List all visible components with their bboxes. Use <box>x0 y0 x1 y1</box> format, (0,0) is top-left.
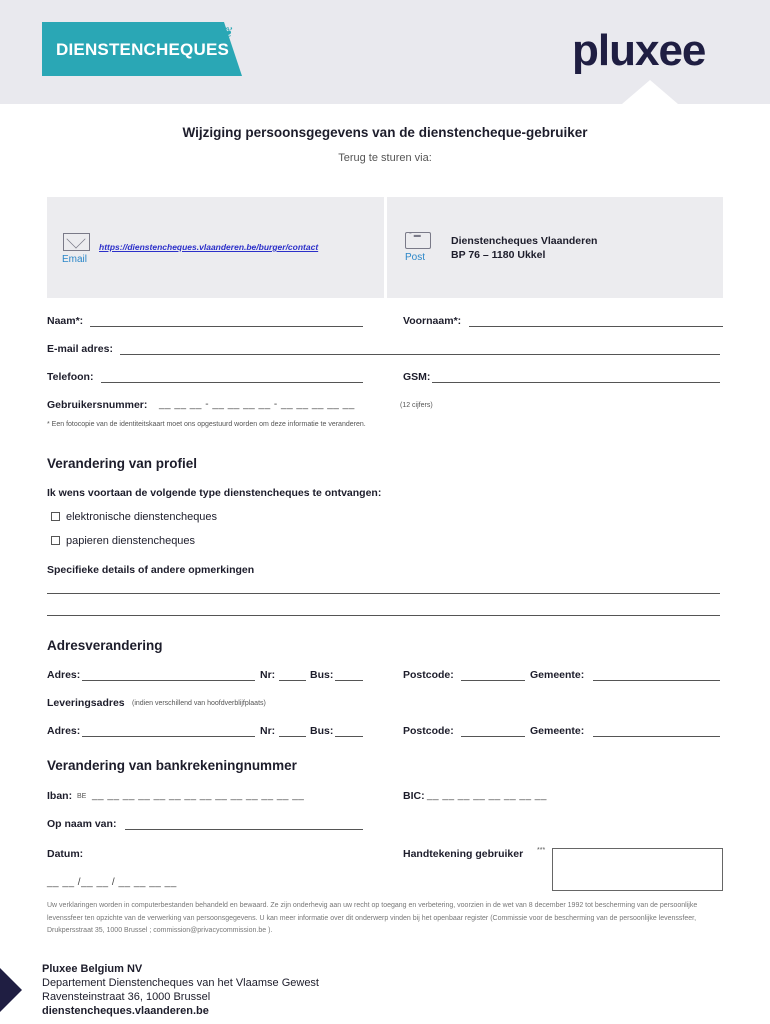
lever-nr-label: Nr: <box>260 725 276 737</box>
op-naam-field[interactable] <box>125 829 363 830</box>
envelope-icon <box>63 233 90 251</box>
lever-adres-field[interactable] <box>82 736 255 737</box>
email-address-label: E-mail adres: <box>47 343 113 355</box>
details-label: Specifieke details of andere opmerkingen <box>47 564 255 576</box>
lever-adres-label: Adres: <box>47 725 81 737</box>
profiel-question: Ik wens voortaan de volgende type dienstencheques te ontvangen: <box>47 487 382 499</box>
postcode-field[interactable] <box>461 680 525 681</box>
footer-dept: Departement Dienstencheques van het Vlaamse Gewest <box>42 977 319 989</box>
datum-label: Datum: <box>47 848 84 860</box>
header-notch <box>622 80 678 104</box>
iban-field[interactable]: __ __ __ __ __ __ __ __ __ __ __ __ __ __ <box>92 790 305 801</box>
nr-label: Nr: <box>260 669 276 681</box>
profiel-heading: Verandering van profiel <box>47 456 198 471</box>
email-address-field[interactable] <box>120 354 720 355</box>
gemeente-label: Gemeente: <box>530 669 585 681</box>
footer-site[interactable]: dienstencheques.vlaanderen.be <box>42 1005 209 1017</box>
gsm-field[interactable] <box>432 382 720 383</box>
legal-text: Uw verklaringen worden in computerbestanden behandeld en bewaard. Ze zijn onderhevig aan uw recht op toegang en verbetering, voorzien in de wet van 8 december 1992 tot bescherming van de persoonlijke levenssfeer ten opzichte van de verwerking van persoonsgegevens. U kan meer informatie over dit onderwerp vinden bij het openbaar register (Commissie voor de bescherming van de persoonlijke levenssfeer, Drukpersstraat 35, 1000 Brussel ; commission@privacycommission.be ). <box>47 902 698 934</box>
bus-field[interactable] <box>335 680 363 681</box>
option-papier[interactable] <box>51 535 195 547</box>
adres-field[interactable] <box>82 680 255 681</box>
gsm-label: GSM: <box>403 371 431 383</box>
handtekening-label: Handtekening gebruiker <box>403 848 524 860</box>
iban-label: Iban: <box>47 790 73 802</box>
email-box <box>47 197 384 298</box>
nr-field[interactable] <box>279 680 306 681</box>
lever-nr-field[interactable] <box>279 736 306 737</box>
bic-label: BIC: <box>403 790 425 802</box>
lever-gemeente-field[interactable] <box>593 736 720 737</box>
telefoon-field[interactable] <box>101 382 363 383</box>
voornaam-field[interactable] <box>469 326 723 327</box>
voornaam-label: Voornaam*: <box>403 315 462 327</box>
leveringsadres-hint: (indien verschillend van hoofdverblijfplaats) <box>132 700 266 707</box>
naam-field[interactable] <box>90 326 363 327</box>
lever-postcode-field[interactable] <box>461 736 525 737</box>
datum-field[interactable]: __ __ /__ __ / __ __ __ __ <box>47 877 177 888</box>
badge-text: DIENSTENCHEQUES <box>56 40 230 59</box>
bank-heading: Verandering van bankrekeningnummer <box>47 758 297 773</box>
footer-address: Ravensteinstraat 36, 1000 Brussel <box>42 991 211 1003</box>
post-address-line1: Dienstencheques Vlaanderen <box>451 235 598 247</box>
telefoon-label: Telefoon: <box>47 371 94 383</box>
checkbox-papier[interactable] <box>51 536 60 545</box>
option-elektronisch[interactable] <box>51 511 217 523</box>
footer-company: Pluxee Belgium NV <box>42 963 143 975</box>
checkbox-elektronisch[interactable] <box>51 512 60 521</box>
iban-prefix: BE <box>77 793 87 800</box>
lever-bus-field[interactable] <box>335 736 363 737</box>
details-line-2[interactable] <box>47 615 720 616</box>
email-label: Email <box>62 254 88 265</box>
lever-gemeente-label: Gemeente: <box>530 725 585 737</box>
op-naam-label: Op naam van: <box>47 818 117 830</box>
leaf-icon: ❦ <box>222 24 234 40</box>
gebruikersnummer-field[interactable]: __ __ __ - __ __ __ __ - __ __ __ __ __ <box>159 399 355 410</box>
id-footnote: * Een fotocopie van de identiteitskaart moet ons opgestuurd worden om deze informatie te veranderen. <box>47 421 366 428</box>
adres-label: Adres: <box>47 669 81 681</box>
adres-heading: Adresverandering <box>47 638 163 653</box>
lever-postcode-label: Postcode: <box>403 725 454 737</box>
post-label: Post <box>405 252 426 263</box>
option-elektronisch-label: elektronische dienstencheques <box>66 511 218 523</box>
signature-box[interactable] <box>552 848 723 891</box>
bus-label: Bus: <box>310 669 334 681</box>
details-line-1[interactable] <box>47 593 720 594</box>
post-address <box>451 234 597 262</box>
leveringsadres-label: Leveringsadres <box>47 697 125 709</box>
lever-bus-label: Bus: <box>310 725 334 737</box>
form-subtitle: Terug te sturen via: <box>338 152 432 164</box>
handtekening-mark: *** <box>537 847 546 854</box>
gebruikersnummer-label: Gebruikersnummer: <box>47 399 148 411</box>
gemeente-field[interactable] <box>593 680 720 681</box>
postcard-icon <box>405 232 431 249</box>
contact-link[interactable]: https://dienstencheques.vlaanderen.be/burger/contact <box>99 242 319 252</box>
post-address-line2: BP 76 – 1180 Ukkel <box>451 249 546 261</box>
pluxee-logo: pluxee <box>572 26 706 75</box>
footer-triangle <box>0 968 22 1012</box>
gebruikersnummer-hint: (12 cijfers) <box>400 402 433 409</box>
option-papier-label: papieren dienstencheques <box>66 535 196 547</box>
page-header <box>0 0 770 104</box>
naam-label: Naam*: <box>47 315 84 327</box>
bic-field[interactable]: __ __ __ __ __ __ __ __ <box>427 790 547 801</box>
form-title: Wijziging persoonsgegevens van de dienstencheque-gebruiker <box>182 125 588 140</box>
postcode-label: Postcode: <box>403 669 454 681</box>
post-box <box>387 197 723 298</box>
